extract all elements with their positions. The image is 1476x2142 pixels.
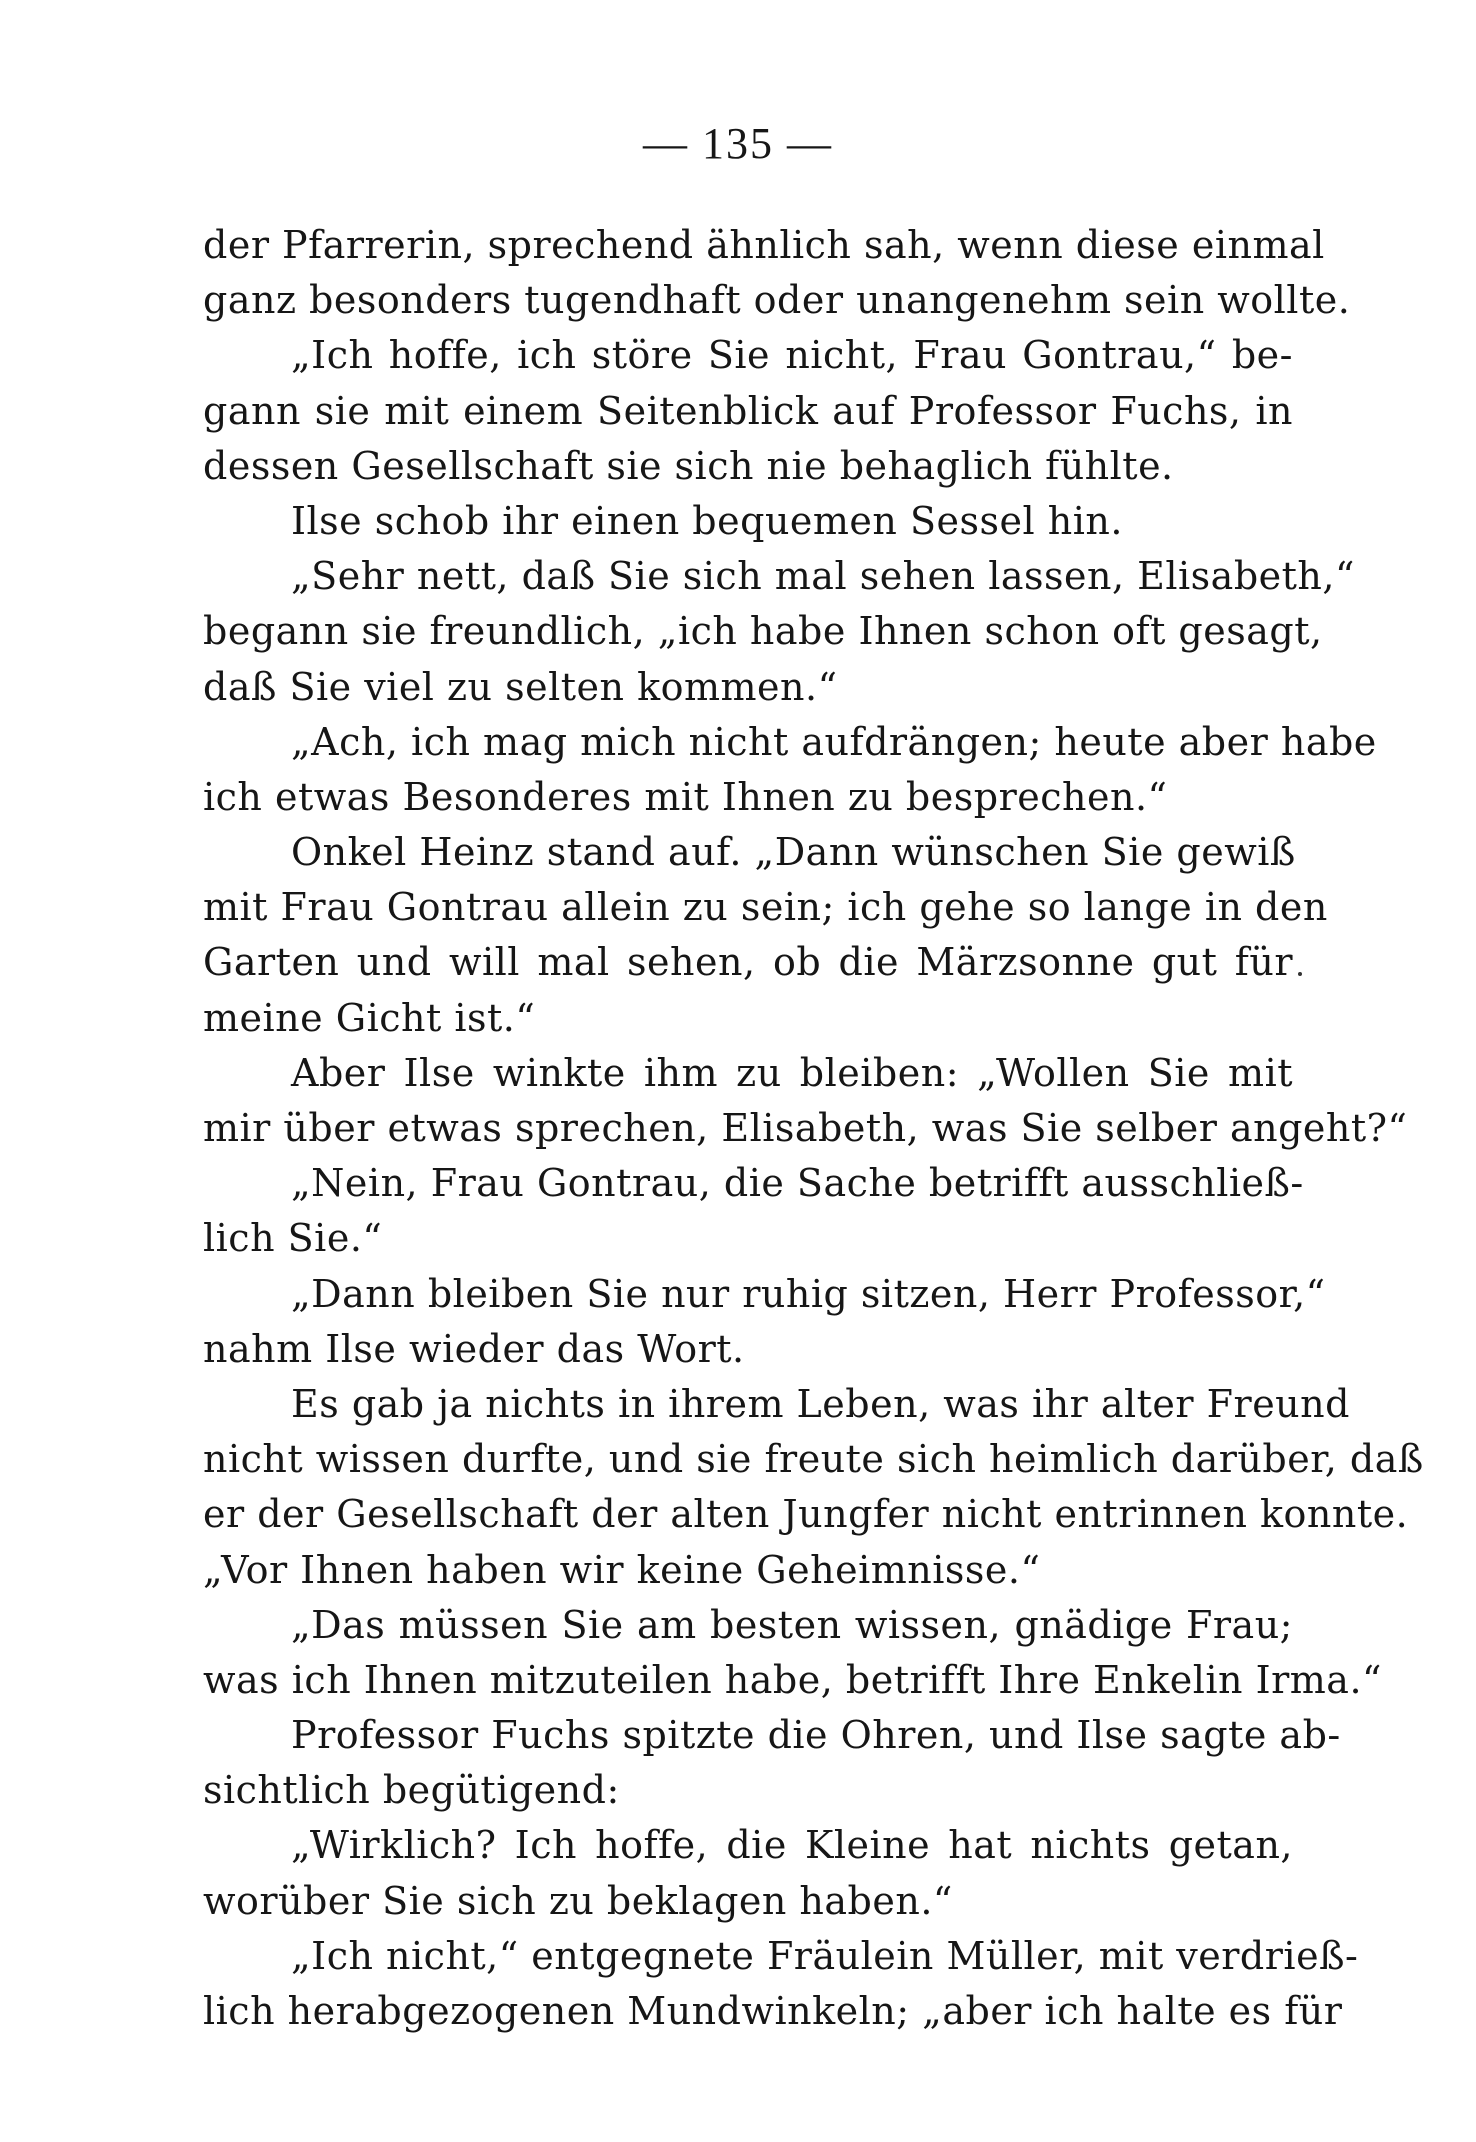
text-line: mir über etwas sprechen, Elisabeth, was Sie selber angeht?“ bbox=[203, 1106, 1408, 1150]
ink-speck bbox=[1298, 972, 1302, 976]
text-line: „Ich nicht,“ entgegnete Fräulein Müller, mit verdrieß- bbox=[291, 1933, 1359, 1978]
text-line: „Vor Ihnen haben wir keine Geheimnisse.“ bbox=[203, 1547, 1041, 1592]
text-line: nicht wissen durfte, und sie freute sich heimlich darüber, daß bbox=[203, 1437, 1424, 1482]
text-line: Ilse schob ihr einen bequemen Sessel hin. bbox=[291, 498, 1123, 543]
text-line: Garten und will mal sehen, ob die Märzsonne gut für bbox=[203, 940, 1293, 985]
text-line: worüber Sie sich zu beklagen haben.“ bbox=[203, 1878, 953, 1923]
text-line: Es gab ja nichts in ihrem Leben, was ihr alter Freund bbox=[291, 1381, 1350, 1426]
text-line: lich herabgezogenen Mundwinkeln; „aber ich halte es für bbox=[203, 1989, 1343, 2033]
text-line: „Nein, Frau Gontrau, die Sache betrifft ausschließ- bbox=[291, 1161, 1304, 1206]
text-line: „Ich hoffe, ich störe Sie nicht, Frau Gontrau,“ be- bbox=[291, 333, 1293, 378]
text-line: gann sie mit einem Seitenblick auf Professor Fuchs, in bbox=[203, 388, 1293, 433]
text-line: meine Gicht ist.“ bbox=[203, 995, 536, 1040]
text-line: lich Sie.“ bbox=[203, 1216, 383, 1261]
page-number: — 135 — bbox=[643, 119, 833, 168]
text-line: was ich Ihnen mitzuteilen habe, betrifft Ihre Enkelin Irma.“ bbox=[203, 1657, 1382, 1702]
text-line: der Pfarrerin, sprechend ähnlich sah, wenn diese einmal bbox=[203, 223, 1325, 267]
text-line: er der Gesellschaft der alten Jungfer nicht entrinnen konnte. bbox=[203, 1492, 1409, 1537]
text-line: begann sie freundlich, „ich habe Ihnen schon oft gesagt, bbox=[203, 609, 1323, 654]
text-line: Aber Ilse winkte ihm zu bleiben: „Wollen Sie mit bbox=[291, 1050, 1293, 1095]
text-line: „Ach, ich mag mich nicht aufdrängen; heute aber habe bbox=[291, 719, 1377, 764]
text-line: „Dann bleiben Sie nur ruhig sitzen, Herr Professor,“ bbox=[291, 1271, 1326, 1316]
text-line: mit Frau Gontrau allein zu sein; ich gehe so lange in den bbox=[203, 885, 1328, 930]
text-line: „Das müssen Sie am besten wissen, gnädige Frau; bbox=[291, 1602, 1293, 1647]
text-line: „Sehr nett, daß Sie sich mal sehen lassen, Elisabeth,“ bbox=[291, 554, 1355, 599]
text-line: daß Sie viel zu selten kommen.“ bbox=[203, 664, 838, 709]
text-line: dessen Gesellschaft sie sich nie behaglich fühlte. bbox=[203, 443, 1174, 488]
text-line: „Wirklich? Ich hoffe, die Kleine hat nichts getan, bbox=[291, 1823, 1293, 1868]
body-text bbox=[203, 218, 1424, 2039]
text-line: ganz besonders tugendhaft oder unangenehm sein wollte. bbox=[203, 278, 1351, 323]
text-line: Onkel Heinz stand auf. „Dann wünschen Sie gewiß bbox=[291, 830, 1296, 875]
text-line: sichtlich begütigend: bbox=[203, 1768, 620, 1813]
text-line: nahm Ilse wieder das Wort. bbox=[203, 1326, 745, 1371]
text-line: ich etwas Besonderes mit Ihnen zu besprechen.“ bbox=[203, 774, 1168, 819]
text-line: Professor Fuchs spitzte die Ohren, und Ilse sagte ab- bbox=[291, 1713, 1341, 1758]
